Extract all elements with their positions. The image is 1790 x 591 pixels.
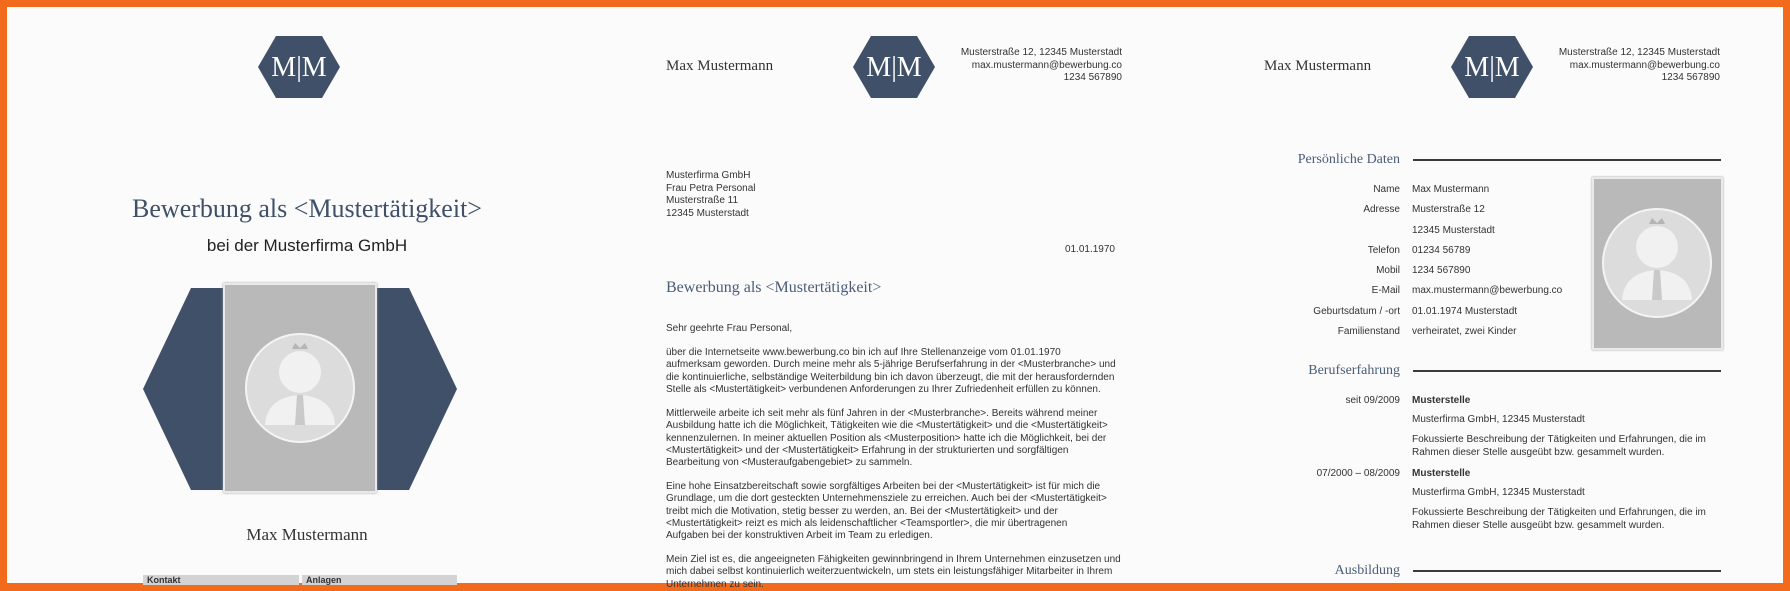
cv-photo-placeholder bbox=[1592, 177, 1723, 350]
letter-paragraph: Mittlerweile arbeite ich seit mehr als fünf Jahren in der <Musterbranche>. Bereits während meiner Ausbildung hatte ich die Möglichkeit, Tätigkeiten wie die <Mustertätigkeit> und die <Mustertätigkeit> kennenzulernen. In meiner aktuellen Position als <Musterposition> hatte ich die Möglichkeit, bei der <Mustertätigkeit> und der <Mustertätigkeit> Erfahrung in der strukturierten und sorgfältigen Bearbeitung von <Musteraufgabengebiet> zu sammeln. bbox=[666, 408, 1108, 469]
cover-photo-placeholder bbox=[223, 283, 377, 493]
cover-table-header-attachments: Anlagen bbox=[302, 575, 457, 585]
letter-header-name: Max Mustermann bbox=[666, 58, 774, 74]
svg-text:M|M: M|M bbox=[271, 52, 327, 83]
personal-row: Name Max Mustermann bbox=[1373, 184, 1490, 195]
section-divider bbox=[1413, 570, 1721, 572]
monogram-logo bbox=[258, 36, 340, 98]
letter-header-contact: Musterstraße 12, 12345 Musterstadt max.mustermann@bewerbung.co 1234 567890 bbox=[960, 47, 1122, 83]
personal-row: Telefon 01234 56789 bbox=[1367, 244, 1471, 256]
personal-row: Adresse Musterstraße 12 bbox=[1363, 204, 1485, 216]
cover-subtitle: bei der Musterfirma GmbH bbox=[206, 236, 408, 255]
cover-name: Max Mustermann bbox=[246, 525, 368, 544]
recipient-address: Musterfirma GmbH Frau Petra Personal Musterstraße 11 12345 Musterstadt bbox=[666, 170, 756, 219]
letter-paragraph: Mein Ziel ist es, die angeeigneten Fähigkeiten gewinnbringend in Ihrem Unternehmen einzusetzen und mich dabei selbst kontinuierlich weiterzuentwickeln, um stets ein leistungsfähiger Mitarbeiter in Ihrem Unternehmen zu sein. bbox=[666, 554, 1121, 590]
section-title-personal: Persönliche Daten bbox=[1297, 152, 1400, 167]
letter-salutation: Sehr geehrte Frau Personal, bbox=[666, 323, 793, 334]
personal-row: E-Mail max.mustermann@bewerbung.co bbox=[1371, 285, 1563, 297]
svg-text:M|M: M|M bbox=[1464, 52, 1520, 83]
letter-paragraph: Eine hohe Einsatzbereitschaft sowie sorgfältiges Arbeiten bei der <Mustertätigkeit> ist für mich die Grundlage, um die dort gesteckten Unternehmensziele zu erreichen. Auch bei der <Mustertätigkeit> treibt mich die Motivation, stetig besser zu werden, an. Bei der <Mustertätigkeit> und der <Mustertätigkeit> reizt es mich als leidenschaftlicher <Teamsportler>, die mir übertragenen Aufgaben bei der konstruktiven Arbeit im Team zu erledigen. bbox=[666, 481, 1107, 542]
personal-row: Mobil 1234 567890 bbox=[1376, 265, 1471, 277]
letter-paragraph: über die Internetseite www.bewerbung.co bin ich auf Ihre Stellenanzeige vom 01.01.1970 aufmerksam geworden. Durch meine mehr als 5-jährige Berufserfahrung in der <Musterbranche> und die kontinuierliche, selbständige Weiterbildung bin ich davon überzeugt, die mit der herausfordernden Stelle als <Mustertätigkeit> verbundenen Anforderungen zu Ihrer Zufriedenheit erfüllen zu können. bbox=[666, 347, 1116, 395]
personal-row: 12345 Musterstadt bbox=[1412, 224, 1495, 236]
cover-table-header-contact: Kontakt bbox=[143, 575, 299, 585]
cv-header-contact: Musterstraße 12, 12345 Musterstadt max.mustermann@bewerbung.co 1234 567890 bbox=[1558, 47, 1720, 83]
experience-entry: 07/2000 – 08/2009 Musterstelle Musterfirma GmbH, 12345 Musterstadt Fokussierte Beschreibung der Tätigkeiten und Erfahrungen, die im Rahmen dieser Stelle ausgeübt bzw. gesammelt wurden. bbox=[1316, 468, 1706, 531]
personal-data-list bbox=[1207, 184, 1587, 346]
letter-date: 01.01.1970 bbox=[1064, 244, 1115, 255]
svg-text:M|M: M|M bbox=[866, 52, 922, 83]
personal-row: Geburtsdatum / -ort 01.01.1974 Musterstadt bbox=[1313, 305, 1518, 317]
section-divider bbox=[1413, 159, 1721, 161]
section-divider bbox=[1413, 370, 1721, 372]
personal-row: Familienstand verheiratet, zwei Kinder bbox=[1337, 326, 1517, 338]
person-silhouette-icon bbox=[225, 285, 375, 491]
cv-header-name: Max Mustermann bbox=[1264, 58, 1372, 74]
letter-subject: Bewerbung als <Mustertätigkeit> bbox=[666, 279, 882, 296]
experience-entry: seit 09/2009 Musterstelle Musterfirma GmbH, 12345 Musterstadt Fokussierte Beschreibung der Tätigkeiten und Erfahrungen, die im Rahmen dieser Stelle ausgeübt bzw. gesammelt wurden. bbox=[1345, 395, 1706, 458]
document-preview bbox=[7, 7, 1783, 590]
cover-title: Bewerbung als <Mustertätigkeit> bbox=[132, 194, 482, 223]
section-title-education: Ausbildung bbox=[1334, 563, 1400, 578]
section-title-experience: Berufserfahrung bbox=[1308, 363, 1400, 378]
person-silhouette-icon bbox=[1594, 179, 1721, 348]
